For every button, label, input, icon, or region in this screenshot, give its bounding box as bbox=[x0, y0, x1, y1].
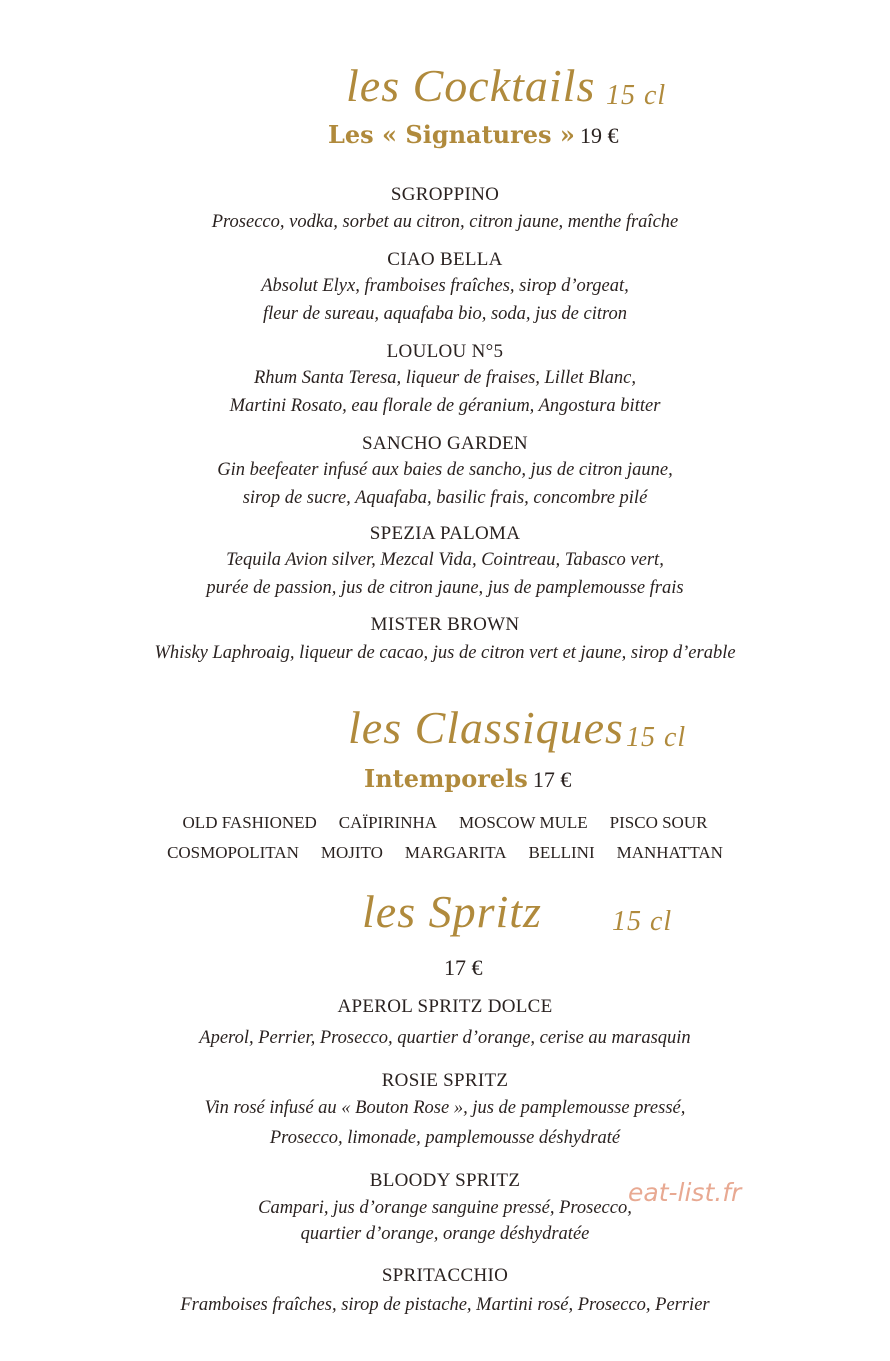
classiques-subtitle: Intemporels bbox=[364, 764, 528, 793]
menu-item-desc: Prosecco, limonade, pamplemousse déshydraté bbox=[269, 1128, 621, 1148]
menu-item-desc: Framboises fraîches, sirop de pistache, Martini rosé, Prosecco, Perrier bbox=[180, 1295, 710, 1315]
menu-item-desc: Martini Rosato, eau florale de géranium, Angostura bitter bbox=[229, 396, 661, 416]
menu-item-desc: Aperol, Perrier, Prosecco, quartier d’orange, cerise au marasquin bbox=[199, 1028, 691, 1048]
classic-item: BELLINI bbox=[528, 843, 595, 862]
cocktails-volume: 15 cl bbox=[606, 80, 667, 111]
menu-item-desc: Absolut Elyx, framboises fraîches, sirop d’orgeat, bbox=[261, 276, 629, 296]
menu-item-desc: Vin rosé infusé au « Bouton Rose », jus de pamplemousse pressé, bbox=[204, 1098, 686, 1118]
menu-item-desc: sirop de sucre, Aquafaba, basilic frais, concombre pilé bbox=[242, 488, 648, 508]
classiques-title: les Classiques bbox=[348, 702, 624, 753]
classic-item: MOJITO bbox=[320, 843, 383, 862]
cocktails-subheading bbox=[328, 120, 619, 149]
classic-item: CAÏPIRINHA bbox=[338, 813, 438, 832]
menu-item-name: SPEZIA PALOMA bbox=[369, 523, 521, 544]
classic-item: PISCO SOUR bbox=[609, 813, 708, 832]
menu-item-desc: quartier d’orange, orange déshydratée bbox=[300, 1224, 590, 1244]
classiques-volume: 15 cl bbox=[626, 722, 687, 753]
classic-item: MARGARITA bbox=[404, 843, 507, 862]
menu-item-desc: Campari, jus d’orange sanguine pressé, Prosecco, bbox=[258, 1198, 632, 1218]
classiques-subheading bbox=[364, 764, 571, 793]
menu-item-name: SPRITACCHIO bbox=[381, 1265, 509, 1286]
cocktails-price: 19 € bbox=[580, 123, 619, 148]
classics-row-1 bbox=[0, 813, 890, 833]
classic-item: OLD FASHIONED bbox=[182, 813, 317, 832]
spritz-volume: 15 cl bbox=[612, 906, 673, 937]
classics-row-2 bbox=[0, 843, 890, 863]
classic-item: MOSCOW MULE bbox=[459, 813, 588, 832]
menu-item-desc: Tequila Avion silver, Mezcal Vida, Cointreau, Tabasco vert, bbox=[226, 550, 664, 570]
menu-item-name: APEROL SPRITZ DOLCE bbox=[337, 996, 553, 1017]
spritz-price: 17 € bbox=[444, 955, 483, 980]
menu-item-name: SANCHO GARDEN bbox=[362, 433, 528, 454]
classiques-price: 17 € bbox=[532, 767, 572, 792]
menu-item-desc: Gin beefeater infusé aux baies de sancho, jus de citron jaune, bbox=[217, 460, 673, 480]
menu-item-desc: Prosecco, vodka, sorbet au citron, citron jaune, menthe fraîche bbox=[211, 212, 679, 232]
menu-item-name: BLOODY SPRITZ bbox=[369, 1170, 521, 1191]
classic-item: COSMOPOLITAN bbox=[167, 843, 299, 862]
menu-item-desc: purée de passion, jus de citron jaune, jus de pamplemousse frais bbox=[206, 578, 684, 598]
watermark: eat-list.fr bbox=[628, 1178, 742, 1207]
menu-item-name: MISTER BROWN bbox=[370, 614, 520, 635]
menu-item-desc: Whisky Laphroaig, liqueur de cacao, jus de citron vert et jaune, sirop d’erable bbox=[154, 643, 736, 663]
menu-item-name: ROSIE SPRITZ bbox=[381, 1070, 509, 1091]
cocktails-subtitle: Les « Signatures » bbox=[328, 120, 575, 149]
spritz-title: les Spritz bbox=[362, 886, 542, 937]
menu-item-name: CIAO BELLA bbox=[387, 249, 503, 270]
classic-item: MANHATTAN bbox=[616, 843, 723, 862]
cocktails-title: les Cocktails bbox=[346, 60, 596, 111]
menu-item-name: SGROPPINO bbox=[390, 184, 500, 205]
menu-item-name: LOULOU N°5 bbox=[386, 341, 504, 362]
menu-item-desc: fleur de sureau, aquafaba bio, soda, jus de citron bbox=[263, 304, 627, 324]
menu-item-desc: Rhum Santa Teresa, liqueur de fraises, Lillet Blanc, bbox=[254, 368, 636, 388]
